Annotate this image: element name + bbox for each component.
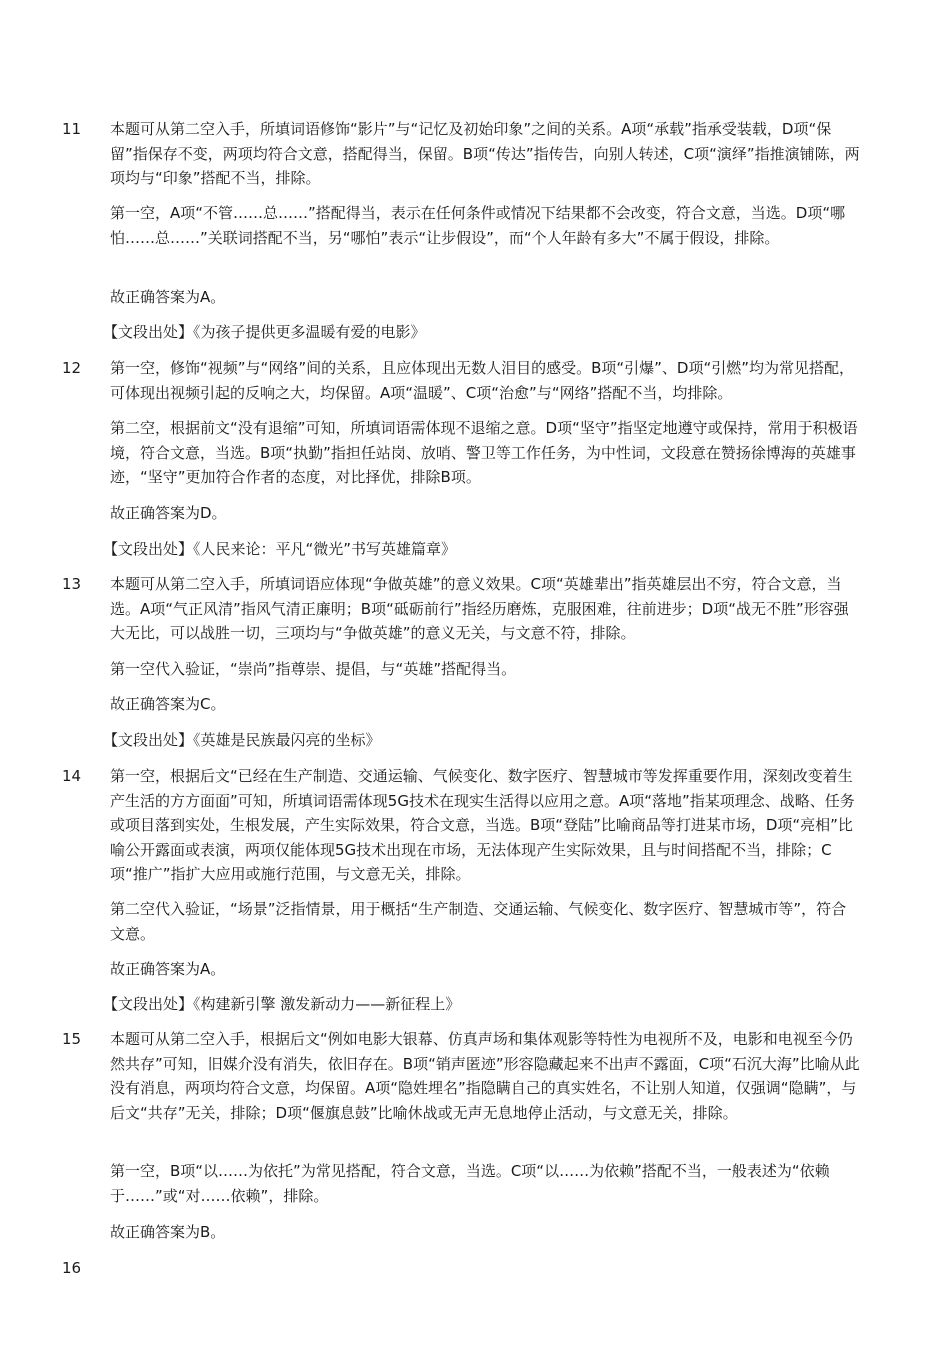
source-line: 【文段出处】《英雄是民族最闪亮的坐标》: [103, 731, 381, 749]
answer-line: 故正确答案为C。: [110, 695, 226, 713]
question-number: 16: [62, 1259, 82, 1277]
question-number: 11: [62, 120, 82, 138]
answer-line: 故正确答案为D。: [110, 504, 227, 522]
question-number: 15: [62, 1030, 82, 1048]
explanation-paragraph: 第一空，根据后文“已经在生产制造、交通运输、气候变化、数字医疗、智慧城市等发挥重要作用，深刻改变着生产生活的方方面面”可知，所填词语需体现5G技术在现实生活得以应用之意。A项“落地”指某项理念、战略、任务或项目落到实处，生根发展，产生实际效果，符合文意，当选。B项“登陆”比喻商品等打进某市场，D项“亮相”比喻公开露面或表演，两项仅能体现5G技术出现在市场，无法体现产生实际效果，且与时间搭配不当，排除；C项“推广”指扩大应用或施行范围，与文意无关，排除。: [110, 767, 855, 883]
answer-line: 故正确答案为A。: [110, 960, 226, 978]
answer-line: 故正确答案为A。: [110, 288, 226, 306]
explanation-paragraph: 第一空，修饰“视频”与“网络”间的关系，且应体现出无数人泪目的感受。B项“引爆”、D项“引燃”均为常见搭配，可体现出视频引起的反响之大，均保留。A项“温暖”、C项“治愈”与“网络”搭配不当，均排除。: [110, 359, 855, 402]
source-line: 【文段出处】《构建新引擎 激发新动力——新征程上》: [103, 995, 461, 1013]
question-number: 13: [62, 575, 82, 593]
explanation-paragraph: 本题可从第二空入手，所填词语修饰“影片”与“记忆及初始印象”之间的关系。A项“承载”指承受装载，D项“保留”指保存不变，两项均符合文意，搭配得当，保留。B项“传达”指传告，向别人转述，C项“演绎”指推演铺陈，两项均与“印象”搭配不当，排除。: [110, 120, 860, 187]
answer-line: 故正确答案为B。: [110, 1223, 226, 1241]
question-number: 14: [62, 767, 82, 785]
explanation-paragraph: 第二空代入验证，“场景”泛指情景，用于概括“生产制造、交通运输、气候变化、数字医疗、智慧城市等”，符合文意。: [110, 900, 847, 943]
explanation-paragraph: 第一空代入验证，“崇尚”指尊崇、提倡，与“英雄”搭配得当。: [110, 660, 517, 678]
question-number: 12: [62, 359, 82, 377]
explanation-paragraph: 第一空，B项“以……为依托”为常见搭配，符合文意，当选。C项“以……为依赖”搭配不当，一般表述为“依赖于……”或“对……依赖”，排除。: [110, 1162, 830, 1205]
source-line: 【文段出处】《人民来论：平凡“微光”书写英雄篇章》: [103, 540, 457, 558]
explanation-paragraph: 第一空，A项“不管……总……”搭配得当，表示在任何条件或情况下结果都不会改变，符合文意，当选。D项“哪怕……总……”关联词搭配不当，另“哪怕”表示“让步假设”，而“个人年龄有多大”不属于假设，排除。: [110, 204, 846, 247]
source-line: 【文段出处】《为孩子提供更多温暖有爱的电影》: [103, 323, 426, 341]
explanation-paragraph: 本题可从第二空入手，所填词语应体现“争做英雄”的意义效果。C项“英雄辈出”指英雄层出不穷，符合文意，当选。A项“气正风清”指风气清正廉明；B项“砥砺前行”指经历磨炼，克服困难，往前进步；D项“战无不胜”形容强大无比，可以战胜一切，三项均与“争做英雄”的意义无关，与文意不符，排除。: [110, 575, 849, 642]
explanation-paragraph: 第二空，根据前文“没有退缩”可知，所填词语需体现不退缩之意。D项“坚守”指坚定地遵守或保持，常用于积极语境，符合文意，当选。B项“执勤”指担任站岗、放哨、警卫等工作任务，为中性词，文段意在赞扬徐博海的英雄事迹，“坚守”更加符合作者的态度，对比择优，排除B项。: [110, 419, 858, 486]
explanation-paragraph: 本题可从第二空入手，根据后文“例如电影大银幕、仿真声场和集体观影等特性为电视所不及，电影和电视至今仍然共存”可知，旧媒介没有消失，依旧存在。B项“销声匿迹”形容隐藏起来不出声不露面，C项“石沉大海”比喻从此没有消息，两项均符合文意，均保留。A项“隐姓埋名”指隐瞒自己的真实姓名，不让别人知道，仅强调“隐瞒”，与后文“共存”无关，排除；D项“偃旗息鼓”比喻休战或无声无息地停止活动，与文意无关，排除。: [110, 1030, 860, 1122]
